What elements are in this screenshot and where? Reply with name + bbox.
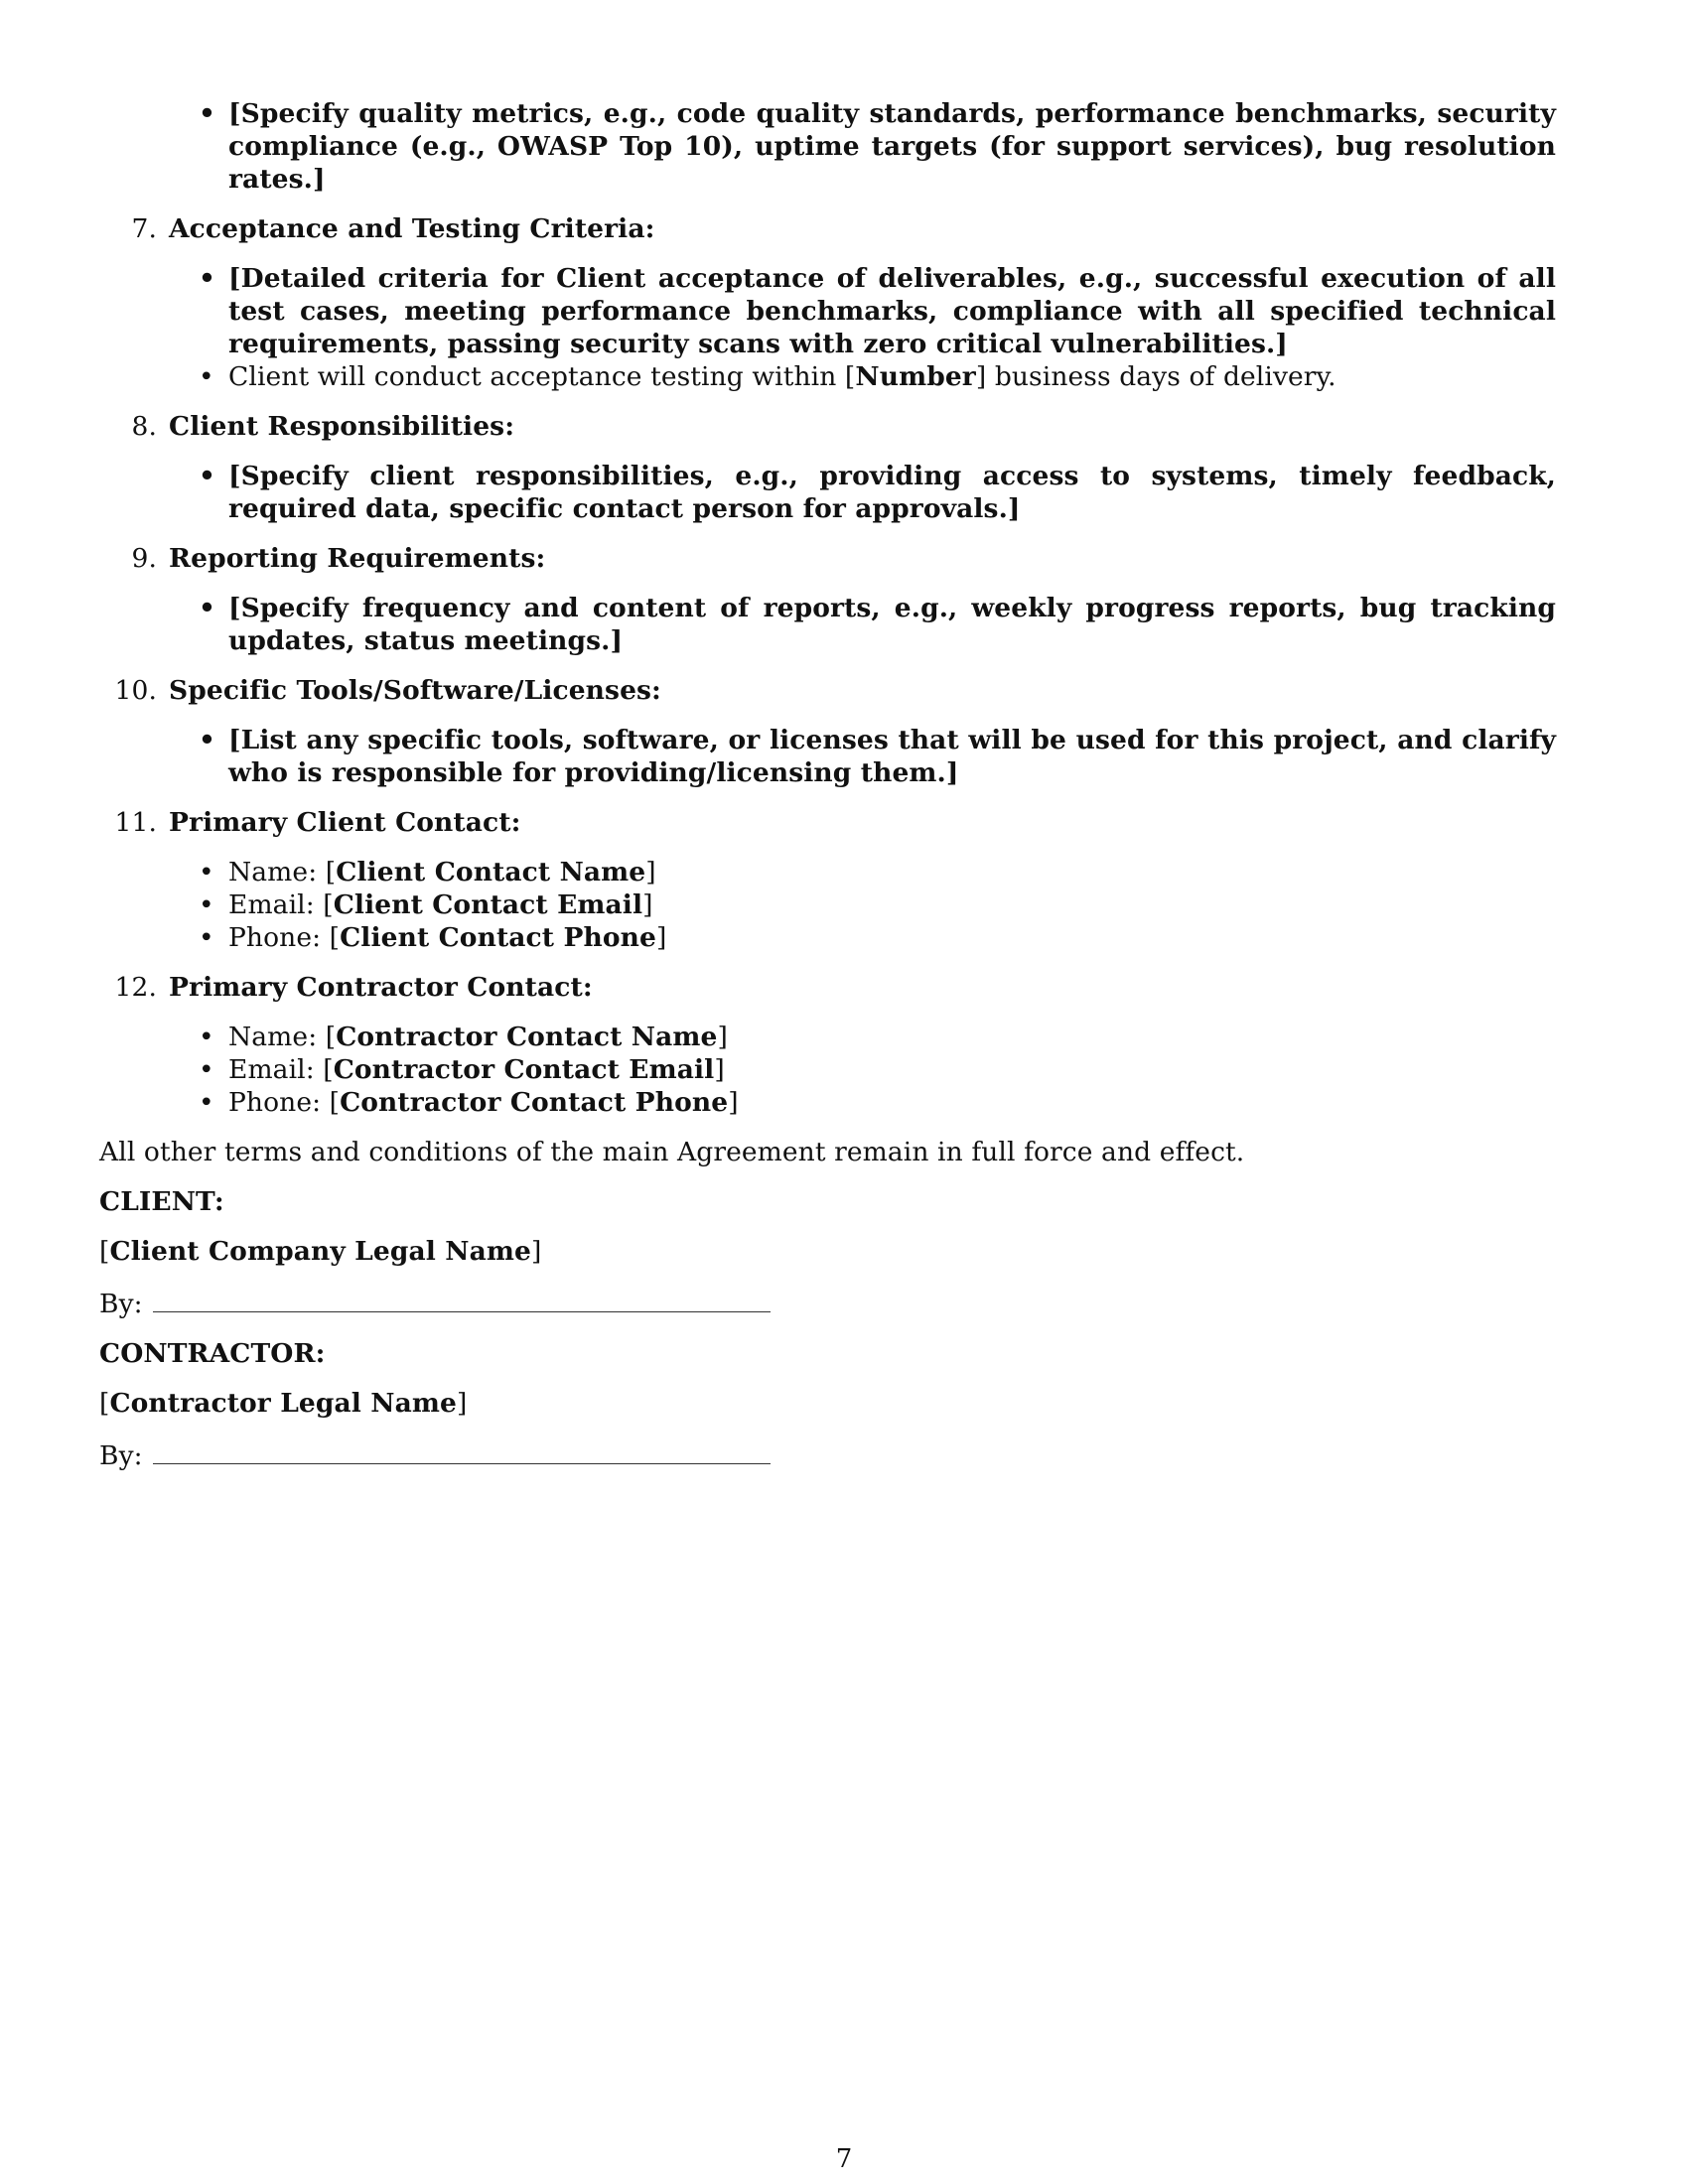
item11-email — [99, 888, 1556, 921]
item12-phone — [99, 1086, 1556, 1119]
item10-title: Specific Tools/Software/Licenses: — [169, 675, 661, 706]
item7-bullet2-pre: Client will conduct acceptance testing within [ — [228, 361, 856, 392]
item7-bullet2-number: Number — [855, 361, 976, 392]
item8-heading — [99, 410, 1589, 443]
item11-name-value: Client Contact Name — [336, 857, 646, 887]
item9-number: 9. — [131, 543, 157, 574]
client-legal-name — [99, 1235, 1589, 1268]
bracket-open: [ — [99, 1388, 110, 1419]
item7-bullet2-post: ] business days of delivery. — [975, 361, 1336, 392]
client-signature-line — [99, 1285, 1589, 1320]
item6-bullet: • [Specify quality metrics, e.g., code quality standards, performance benchmarks, security compliance (e.g., OWASP Top 10), uptime targets (for support services), bug resolution rates.] — [99, 97, 1556, 196]
item11-email-label: Email: [ — [228, 889, 334, 920]
bracket-close: ] — [655, 922, 667, 953]
item9-title: Reporting Requirements: — [169, 543, 546, 574]
item7-number: 7. — [131, 213, 157, 244]
item9-heading — [99, 542, 1589, 575]
item12-email-label: Email: [ — [228, 1054, 334, 1085]
bracket-close: ] — [645, 857, 656, 887]
item12-email-value: Contractor Contact Email — [333, 1054, 715, 1085]
item7-heading — [99, 212, 1589, 245]
document-page — [99, 97, 1589, 1472]
contractor-signature-line — [99, 1436, 1589, 1472]
item11-email-value: Client Contact Email — [333, 889, 643, 920]
item11-phone-label: Phone: [ — [228, 922, 341, 953]
item12-phone-value: Contractor Contact Phone — [340, 1087, 729, 1118]
contractor-legal-name-value: Contractor Legal Name — [109, 1388, 457, 1419]
client-heading: CLIENT: — [99, 1186, 224, 1217]
bracket-close: ] — [642, 889, 653, 920]
item12-name-value: Contractor Contact Name — [336, 1022, 718, 1052]
page-number: 7 — [835, 2144, 853, 2174]
item11-name-label: Name: [ — [228, 857, 337, 887]
item11-number: 11. — [114, 807, 157, 838]
item12-name-label: Name: [ — [228, 1022, 337, 1052]
item7-bullet1: • [Detailed criteria for Client acceptance of deliverables, e.g., successful execution of all test cases, meeting performance benchmarks, compliance with all specified technical requirements, passing security scans with zero critical vulnerabilities.] — [99, 262, 1556, 360]
item12-heading — [99, 971, 1589, 1004]
item7-title: Acceptance and Testing Criteria: — [169, 213, 655, 244]
item12-number: 12. — [114, 972, 157, 1003]
bracket-close: ] — [717, 1022, 728, 1052]
item11-name — [99, 856, 1556, 888]
bracket-close: ] — [714, 1054, 725, 1085]
bracket-close: ] — [456, 1388, 468, 1419]
item8-bullet: • [Specify client responsibilities, e.g., providing access to systems, timely feedback, required data, specific contact person for approvals.] — [99, 460, 1556, 525]
item12-email — [99, 1053, 1556, 1086]
item8-title: Client Responsibilities: — [169, 411, 515, 442]
bracket-open: [ — [99, 1236, 110, 1267]
item12-phone-label: Phone: [ — [228, 1087, 341, 1118]
item12-name — [99, 1021, 1556, 1053]
client-signature-field[interactable] — [153, 1285, 771, 1312]
item12-title: Primary Contractor Contact: — [169, 972, 593, 1003]
item11-heading — [99, 806, 1589, 839]
item11-phone-value: Client Contact Phone — [340, 922, 656, 953]
bracket-close: ] — [728, 1087, 739, 1118]
item7-bullet2 — [99, 360, 1556, 393]
item10-number: 10. — [114, 675, 157, 706]
item8-number: 8. — [131, 411, 157, 442]
client-by-label: By: — [99, 1289, 143, 1319]
contractor-heading: CONTRACTOR: — [99, 1338, 326, 1369]
client-legal-name-value: Client Company Legal Name — [109, 1236, 531, 1267]
item9-bullet: • [Specify frequency and content of reports, e.g., weekly progress reports, bug tracking updates, status meetings.] — [99, 592, 1556, 657]
closing-paragraph: All other terms and conditions of the main Agreement remain in full force and effect. — [99, 1137, 1245, 1167]
bracket-close: ] — [530, 1236, 542, 1267]
item10-bullet: • [List any specific tools, software, or licenses that will be used for this project, and clarify who is responsible for providing/licensing them.] — [99, 724, 1556, 789]
contractor-by-label: By: — [99, 1440, 143, 1471]
contractor-signature-field[interactable] — [153, 1436, 771, 1464]
contractor-legal-name — [99, 1387, 1589, 1420]
item11-phone — [99, 921, 1556, 954]
item11-title: Primary Client Contact: — [169, 807, 521, 838]
item10-heading — [99, 674, 1589, 707]
